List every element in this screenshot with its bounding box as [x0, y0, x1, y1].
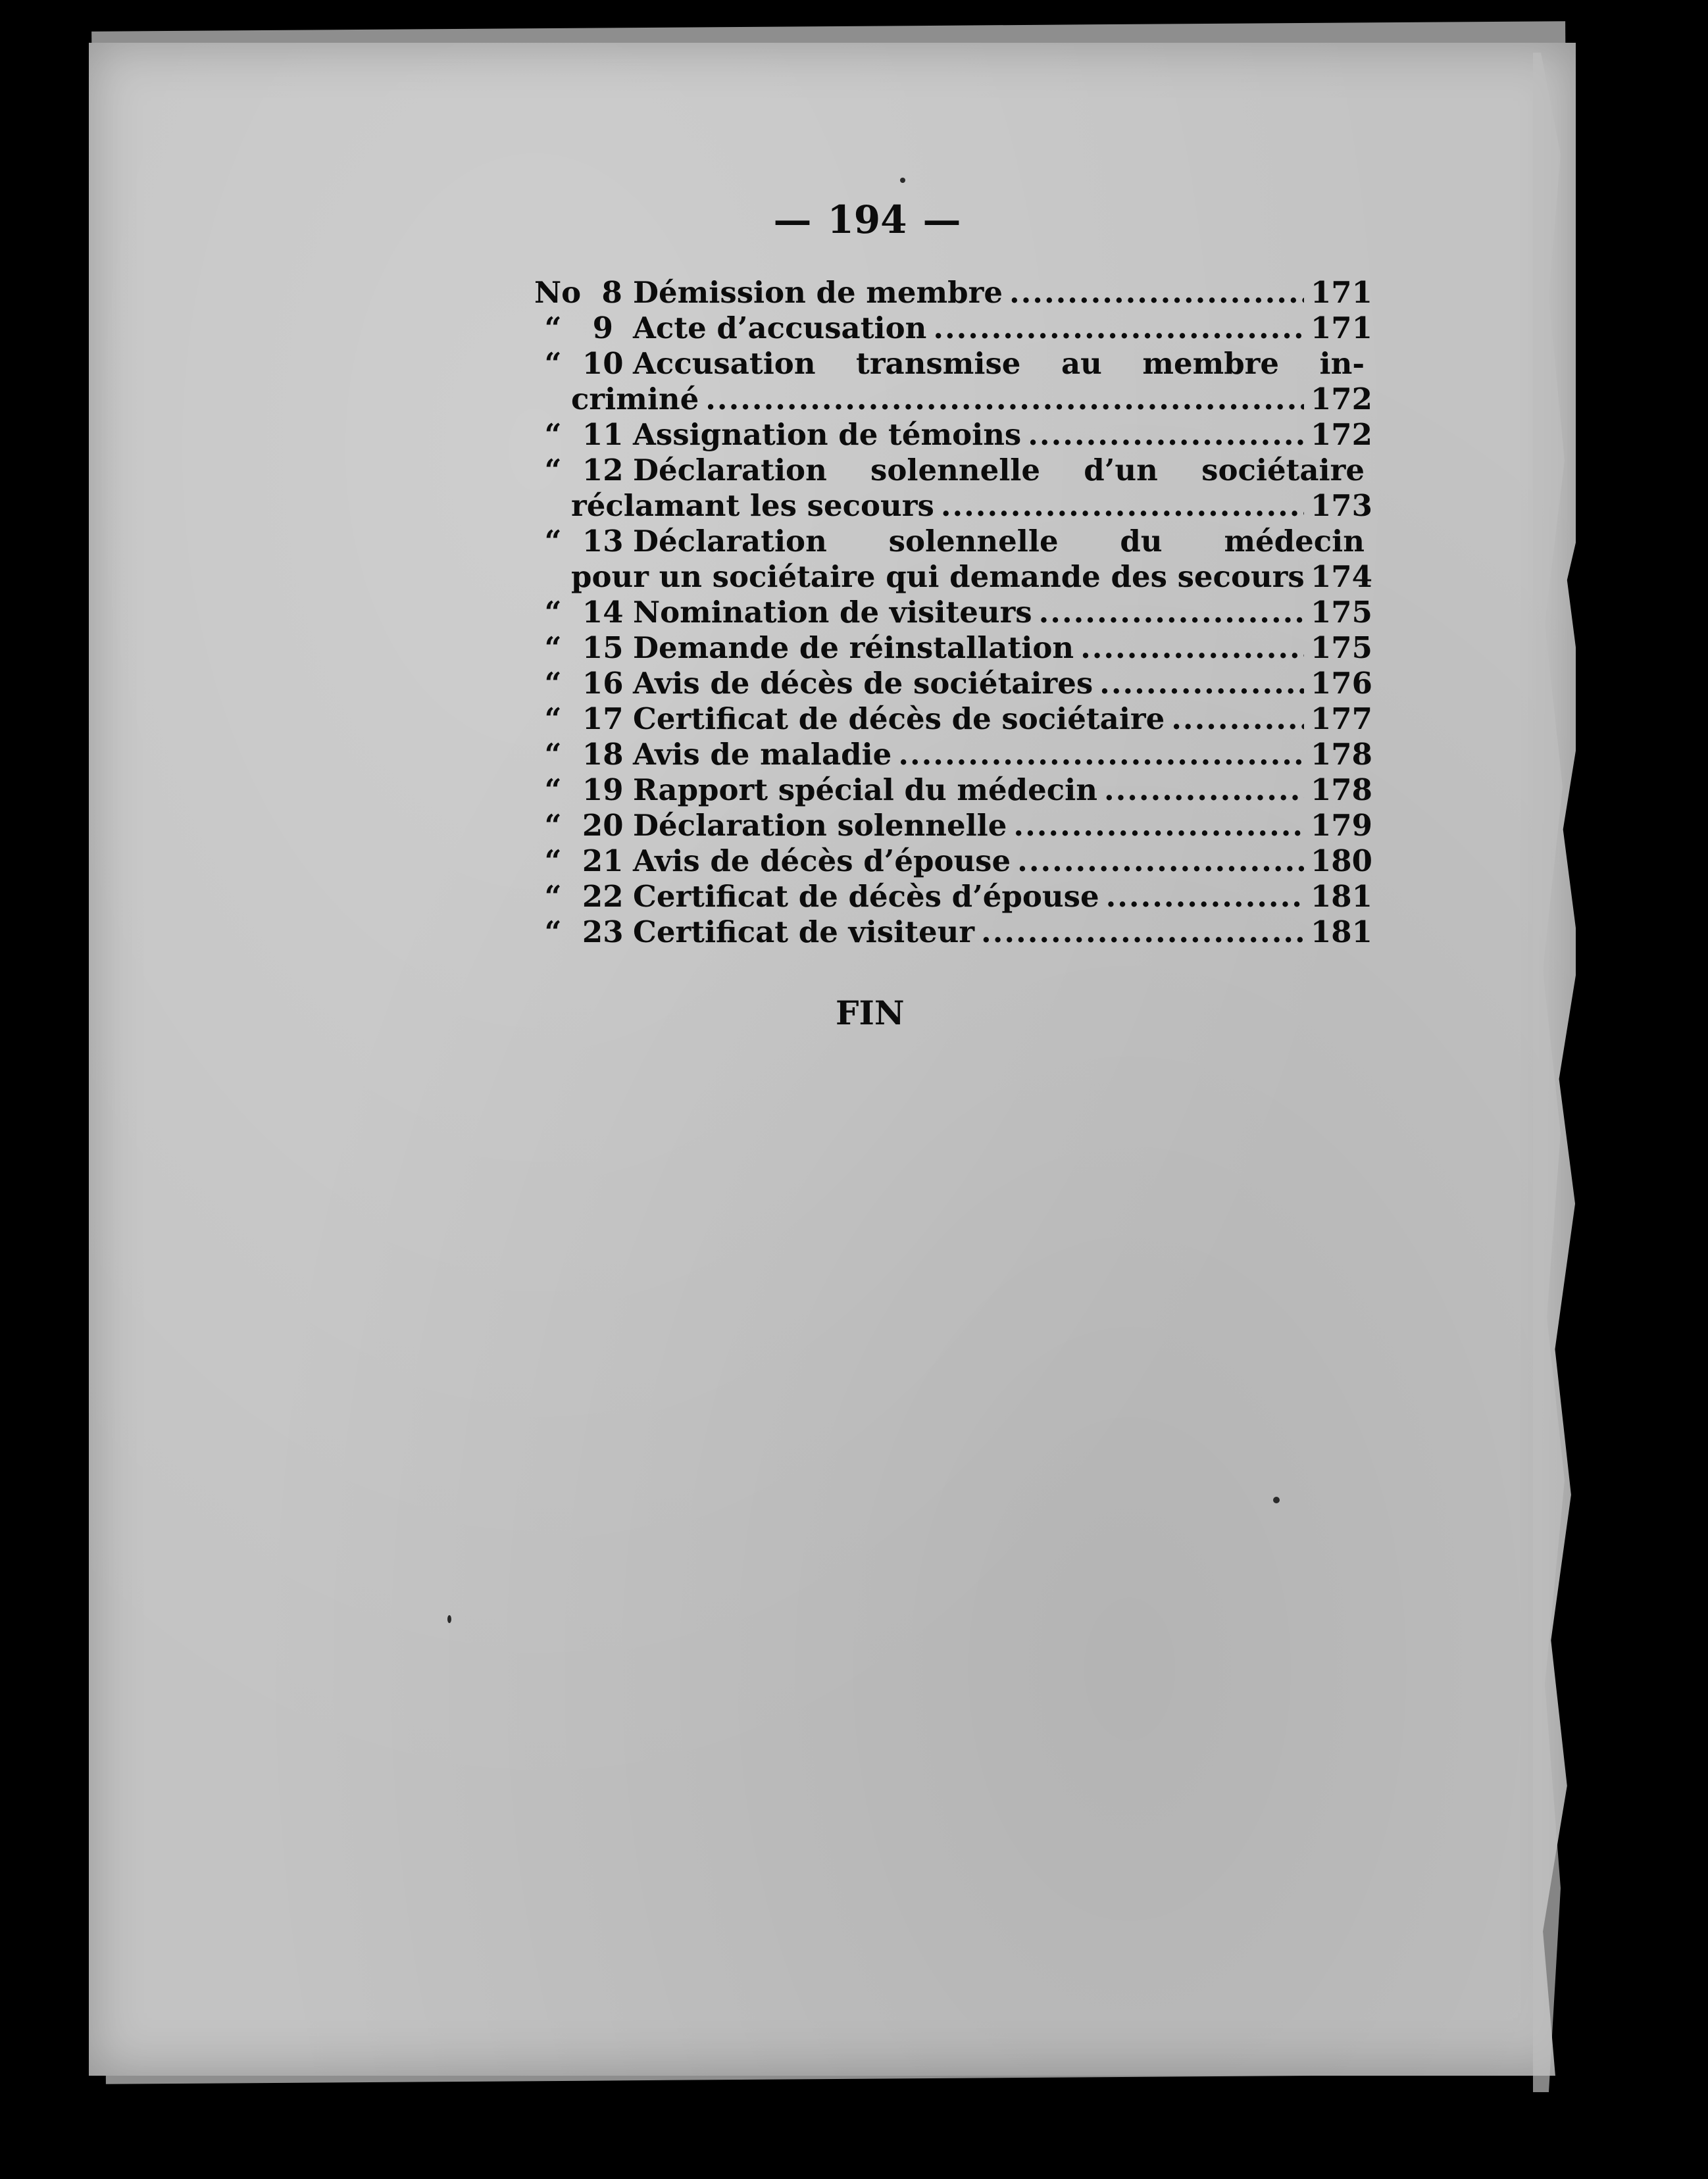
toc-page-ref: 172	[1311, 417, 1372, 452]
toc-entry	[534, 630, 1372, 666]
toc-prefix: “ 13	[544, 524, 624, 559]
dash-left: —	[773, 197, 812, 242]
toc-prefix: “ 21	[544, 843, 624, 878]
toc-entry	[534, 417, 1372, 453]
toc-prefix: “ 10	[544, 346, 624, 381]
dot-leader	[1171, 701, 1304, 737]
toc-prefix: “ 14	[544, 595, 624, 630]
toc-entry	[534, 595, 1372, 630]
toc-entry	[534, 737, 1372, 772]
page-number-header	[0, 197, 1708, 242]
toc-title-line1: Déclaration solennelle du médecin	[633, 524, 1365, 559]
toc-page-ref: 171	[1311, 311, 1372, 345]
toc-title: Démission de membre	[633, 275, 1003, 310]
toc-page-ref: 176	[1311, 666, 1372, 701]
dot-leader	[1009, 275, 1304, 311]
toc-entry	[534, 843, 1372, 879]
toc-page-ref: 180	[1311, 843, 1372, 878]
toc-title: Assignation de témoins	[633, 417, 1022, 452]
toc-page-ref: 177	[1311, 701, 1372, 736]
toc-title-line2: criminé	[571, 382, 699, 416]
toc-prefix: “ 23	[544, 914, 624, 949]
toc-entry	[534, 879, 1372, 914]
ink-speck	[447, 1615, 451, 1623]
ink-speck	[1273, 1497, 1280, 1503]
page-number: 194	[827, 197, 907, 242]
toc-page-ref: 181	[1311, 879, 1372, 914]
toc-prefix: “ 15	[544, 630, 624, 665]
dot-leader	[1106, 879, 1304, 914]
toc-title: Certificat de décès d’épouse	[633, 879, 1099, 914]
toc-prefix: “ 12	[544, 453, 624, 488]
toc-page-ref: 175	[1311, 630, 1372, 665]
table-of-contents	[534, 275, 1372, 950]
toc-title: Déclaration solennelle	[633, 808, 1007, 843]
dot-leader	[1080, 630, 1304, 666]
toc-prefix: “ 17	[544, 701, 624, 736]
toc-title-line1: Accusation transmise au membre in-	[633, 346, 1365, 381]
dot-leader	[898, 737, 1304, 772]
toc-title: Demande de réinstallation	[633, 630, 1074, 665]
toc-entry	[534, 275, 1372, 311]
toc-title: Rapport spécial du médecin	[633, 772, 1097, 807]
toc-entry	[534, 346, 1372, 417]
dot-leader	[981, 914, 1304, 950]
dot-leader	[933, 311, 1304, 346]
toc-page-ref: 178	[1311, 737, 1372, 772]
dot-leader	[1017, 843, 1304, 879]
toc-entry	[534, 914, 1372, 950]
toc-prefix: “ 9	[544, 311, 613, 345]
toc-title: Avis de décès de sociétaires	[633, 666, 1093, 701]
toc-prefix: “ 11	[544, 417, 624, 452]
dot-leader	[1099, 666, 1304, 701]
toc-title-line1: Déclaration solennelle d’un sociétaire	[633, 453, 1365, 488]
toc-page-ref: 172	[1311, 382, 1372, 416]
dot-leader	[1104, 772, 1304, 808]
dash-right: —	[922, 197, 961, 242]
toc-entry	[534, 666, 1372, 701]
toc-page-ref: 173	[1311, 488, 1372, 523]
dot-leader	[705, 382, 1304, 417]
toc-entry	[534, 701, 1372, 737]
toc-title: Nomination de visiteurs	[633, 595, 1032, 630]
toc-page-ref: 171	[1311, 275, 1372, 310]
toc-prefix: “ 22	[544, 879, 624, 914]
toc-entry	[534, 772, 1372, 808]
toc-page-ref: 178	[1311, 772, 1372, 807]
toc-prefix: “ 18	[544, 737, 624, 772]
toc-page-ref: 174	[1311, 559, 1372, 594]
toc-prefix: “ 19	[544, 772, 624, 807]
toc-prefix: “ 20	[544, 808, 624, 843]
toc-page-ref: 179	[1311, 808, 1372, 843]
dot-leader	[941, 488, 1304, 524]
dot-leader	[1039, 595, 1304, 630]
dot-leader	[1013, 808, 1304, 843]
toc-entry	[534, 524, 1372, 595]
toc-title-line2: pour un sociétaire qui demande des secours	[571, 559, 1305, 594]
toc-title-line2: réclamant les secours	[571, 488, 934, 523]
toc-title: Certificat de décès de sociétaire	[633, 701, 1165, 736]
toc-title: Certificat de visiteur	[633, 914, 975, 949]
toc-prefix: No 8	[534, 275, 622, 310]
toc-page-ref: 181	[1311, 914, 1372, 949]
toc-entry	[534, 808, 1372, 843]
toc-entry	[534, 311, 1372, 346]
toc-title: Avis de maladie	[633, 737, 892, 772]
end-marker: FIN	[836, 993, 905, 1032]
toc-title: Acte d’accusation	[633, 311, 927, 345]
ink-speck	[900, 178, 905, 183]
dot-leader	[1028, 417, 1304, 453]
toc-prefix: “ 16	[544, 666, 624, 701]
toc-page-ref: 175	[1311, 595, 1372, 630]
toc-title: Avis de décès d’épouse	[633, 843, 1011, 878]
toc-entry	[534, 453, 1372, 524]
